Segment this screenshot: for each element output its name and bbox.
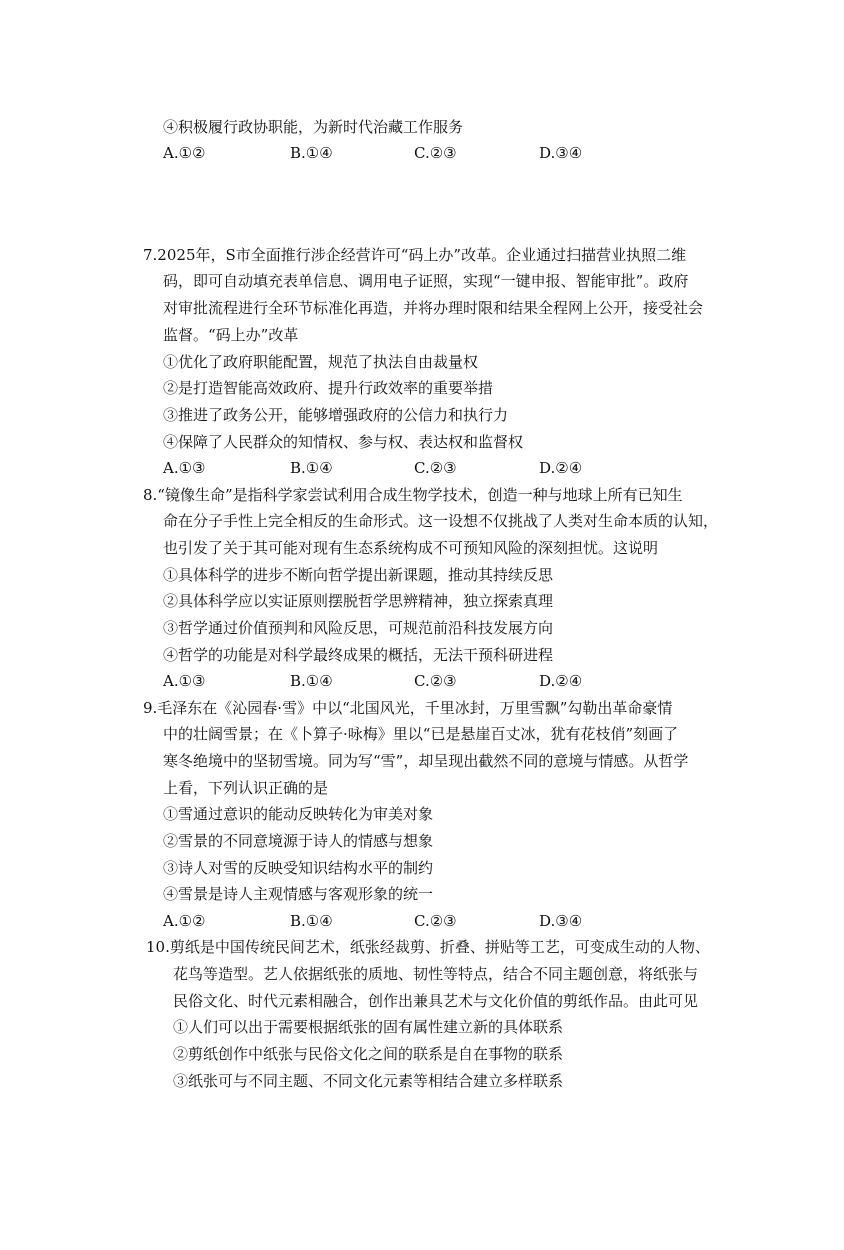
q8-option-d: D.②④ (539, 672, 583, 690)
q9-stem-line-4: 上看，下列认识正确的是 (163, 779, 329, 797)
q8-item-1: ①具体科学的进步不断向哲学提出新课题，推动其持续反思 (163, 566, 554, 584)
q8-item-3: ③哲学通过价值预判和风险反思，可规范前沿科技发展方向 (163, 619, 554, 637)
q8-stem-line-3: 也引发了关于其可能对现有生态系统构成不可预知风险的深刻担忧。这说明 (163, 539, 659, 557)
q7-options (163, 458, 663, 478)
q10-stem-line-2: 花鸟等造型。艺人依据纸张的质地、韧性等特点，结合不同主题创意，将纸张与 (173, 965, 699, 983)
q6-options (163, 143, 663, 163)
q9-stem-line-3: 寒冬绝境中的坚韧雪境。同为写“雪”，却呈现出截然不同的意境与情感。从哲学 (163, 752, 689, 770)
q6-option-a: A.①② (163, 144, 206, 162)
q8-options (163, 671, 663, 691)
q9-option-c: C.②③ (414, 912, 457, 930)
q8-item-4: ④哲学的功能是对科学最终成果的概括，无法干预科研进程 (163, 646, 554, 664)
q9-item-3: ③诗人对雪的反映受知识结构水平的制约 (163, 859, 434, 877)
q9-item-2: ②雪景的不同意境源于诗人的情感与想象 (163, 832, 434, 850)
q7-stem-line-2: 码，即可自动填充表单信息、调用电子证照，实现“一键申报、智能审批”。政府 (163, 272, 689, 290)
q6-option-c: C.②③ (414, 144, 457, 162)
q9-option-d: D.③④ (539, 912, 583, 930)
q10-item-3: ③纸张可与不同主题、不同文化元素等相结合建立多样联系 (173, 1072, 564, 1090)
q9-stem-line-1: 9.毛泽东在《沁园春·雪》中以“北国风光，千里冰封，万里雪飘”勾勒出革命豪情 (143, 699, 673, 717)
q7-item-1: ①优化了政府职能配置，规范了执法自由裁量权 (163, 353, 479, 371)
q7-stem-line-4: 监督。“码上办”改革 (163, 326, 299, 344)
q8-stem-line-2: 命在分子手性上完全相反的生命形式。这一设想不仅挑战了人类对生命本质的认知， (163, 512, 719, 530)
q7-option-c: C.②③ (414, 459, 457, 477)
q7-item-3: ③推进了政务公开，能够增强政府的公信力和执行力 (163, 406, 509, 424)
q10-stem-line-3: 民俗文化、时代元素相融合，创作出兼具艺术与文化价值的剪纸作品。由此可见 (173, 992, 699, 1010)
q7-option-b: B.①④ (290, 459, 333, 477)
q7-item-2: ②是打造智能高效政府、提升行政效率的重要举措 (163, 379, 494, 397)
q9-stem-line-2: 中的壮阔雪景；在《卜算子·咏梅》里以“已是悬崖百丈冰，犹有花枝俏”刻画了 (163, 725, 679, 743)
q6-item-4: ④积极履行政协职能，为新时代治藏工作服务 (163, 118, 464, 136)
q7-stem-line-3: 对审批流程进行全环节标准化再造，并将办理时限和结果全程网上公开，接受社会 (163, 299, 704, 317)
q9-option-b: B.①④ (290, 912, 333, 930)
q8-option-b: B.①④ (290, 672, 333, 690)
q9-options (163, 911, 663, 931)
q7-stem-line-1: 7.2025年，S市全面推行涉企经营许可“码上办”改革。企业通过扫描营业执照二维 (143, 246, 687, 264)
q10-item-1: ①人们可以出于需要根据纸张的固有属性建立新的具体联系 (173, 1018, 564, 1036)
q6-option-d: D.③④ (539, 144, 583, 162)
q6-option-b: B.①④ (290, 144, 333, 162)
q9-option-a: A.①② (163, 912, 206, 930)
q8-option-c: C.②③ (414, 672, 457, 690)
q10-stem-line-1: 10.剪纸是中国传统民间艺术，纸张经裁剪、折叠、拼贴等工艺，可变成生动的人物、 (146, 938, 710, 956)
q10-item-2: ②剪纸创作中纸张与民俗文化之间的联系是自在事物的联系 (173, 1045, 564, 1063)
q8-item-2: ②具体科学应以实证原则摆脱哲学思辨精神，独立探索真理 (163, 592, 554, 610)
q7-option-a: A.①③ (163, 459, 206, 477)
q8-option-a: A.①③ (163, 672, 206, 690)
q7-item-4: ④保障了人民群众的知情权、参与权、表达权和监督权 (163, 433, 524, 451)
q7-option-d: D.②④ (539, 459, 583, 477)
q8-stem-line-1: 8.“镜像生命”是指科学家尝试利用合成生物学技术，创造一种与地球上所有已知生 (143, 486, 683, 504)
q9-item-1: ①雪通过意识的能动反映转化为审美对象 (163, 805, 434, 823)
q9-item-4: ④雪景是诗人主观情感与客观形象的统一 (163, 885, 434, 903)
